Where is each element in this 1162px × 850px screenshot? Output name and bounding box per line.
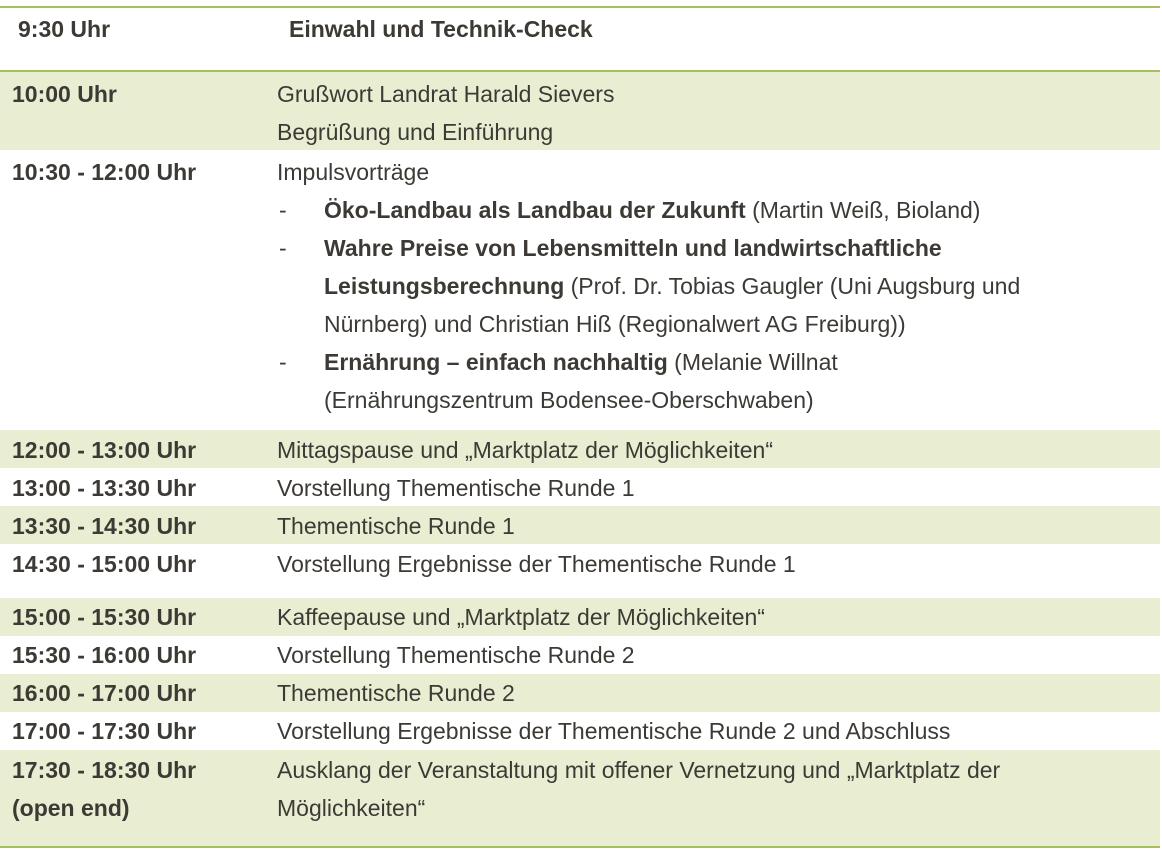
row-time: 13:00 - 13:30 Uhr (12, 475, 197, 501)
schedule-row (0, 674, 1160, 712)
row-time-line: 17:30 - 18:30 Uhr (12, 757, 197, 783)
row-description: Thementische Runde 2 (277, 680, 515, 706)
row-line: Begrüßung und Einführung (277, 119, 554, 145)
header-time: 9:30 Uhr (18, 16, 111, 42)
talk-speakers: (Melanie Willnat (674, 349, 838, 375)
schedule-header-row (0, 8, 1160, 70)
row-description: Vorstellung Ergebnisse der Thementische Runde 2 und Abschluss (277, 718, 951, 744)
row-time: 13:30 - 14:30 Uhr (12, 513, 197, 539)
schedule-row (0, 712, 1160, 750)
schedule-row (0, 636, 1160, 674)
row-time: 10:30 - 12:00 Uhr (12, 159, 197, 185)
row-description: Vorstellung Thementische Runde 2 (277, 642, 635, 668)
talk-title: Ernährung – einfach nachhaltig (324, 349, 668, 375)
talk-item (277, 191, 1020, 229)
bullet-dash: - (279, 235, 287, 261)
talk-speakers: (Ernährungszentrum Bodensee-Oberschwaben) (324, 387, 814, 413)
row-description: Mittagspause und „Marktplatz der Möglichkeiten“ (277, 437, 774, 463)
schedule-row (0, 430, 1160, 468)
row-line: Grußwort Landrat Harald Sievers (277, 81, 615, 107)
talk-speakers: (Martin Weiß, Bioland) (752, 197, 981, 223)
row-time-line: (open end) (12, 795, 130, 821)
talk-speakers: Nürnberg) und Christian Hiß (Regionalwert AG Freiburg)) (324, 311, 906, 337)
row-time: 14:30 - 15:00 Uhr (12, 551, 197, 577)
row-line: Möglichkeiten“ (277, 795, 426, 821)
talks-intro: Impulsvorträge (277, 159, 430, 185)
row-description (277, 75, 614, 151)
talk-item (277, 343, 1020, 419)
row-time: 10:00 Uhr (12, 81, 117, 107)
bottom-rule (0, 846, 1160, 848)
talk-title: Leistungsberechnung (324, 273, 565, 299)
row-time: 16:00 - 17:00 Uhr (12, 680, 197, 706)
schedule-row (0, 750, 1160, 846)
row-description (277, 153, 1020, 419)
bullet-dash: - (279, 197, 287, 223)
row-time: 15:00 - 15:30 Uhr (12, 604, 197, 630)
talk-speakers: (Prof. Dr. Tobias Gaugler (Uni Augsburg und (570, 273, 1021, 299)
schedule-row (0, 72, 1160, 150)
row-time: 15:30 - 16:00 Uhr (12, 642, 197, 668)
row-line: Ausklang der Veranstaltung mit offener Vernetzung und „Marktplatz der (277, 757, 1001, 783)
schedule-row (0, 152, 1160, 430)
row-description: Kaffeepause und „Marktplatz der Möglichkeiten“ (277, 604, 765, 630)
schedule-row (0, 598, 1160, 636)
row-description: Thementische Runde 1 (277, 513, 515, 539)
bullet-dash: - (279, 349, 287, 375)
row-description: Vorstellung Thementische Runde 1 (277, 475, 635, 501)
schedule-row (0, 544, 1160, 598)
schedule-row (0, 468, 1160, 506)
header-title: Einwahl und Technik-Check (289, 16, 593, 42)
talk-title: Öko-Landbau als Landbau der Zukunft (324, 197, 746, 223)
row-time: 17:00 - 17:30 Uhr (12, 718, 197, 744)
row-description (277, 751, 1000, 827)
talk-title: Wahre Preise von Lebensmitteln und landwirtschaftliche (324, 235, 942, 261)
row-time (12, 751, 196, 827)
talk-item (277, 229, 1020, 343)
row-time: 12:00 - 13:00 Uhr (12, 437, 197, 463)
row-description: Vorstellung Ergebnisse der Thementische Runde 1 (277, 551, 796, 577)
schedule-row (0, 506, 1160, 544)
